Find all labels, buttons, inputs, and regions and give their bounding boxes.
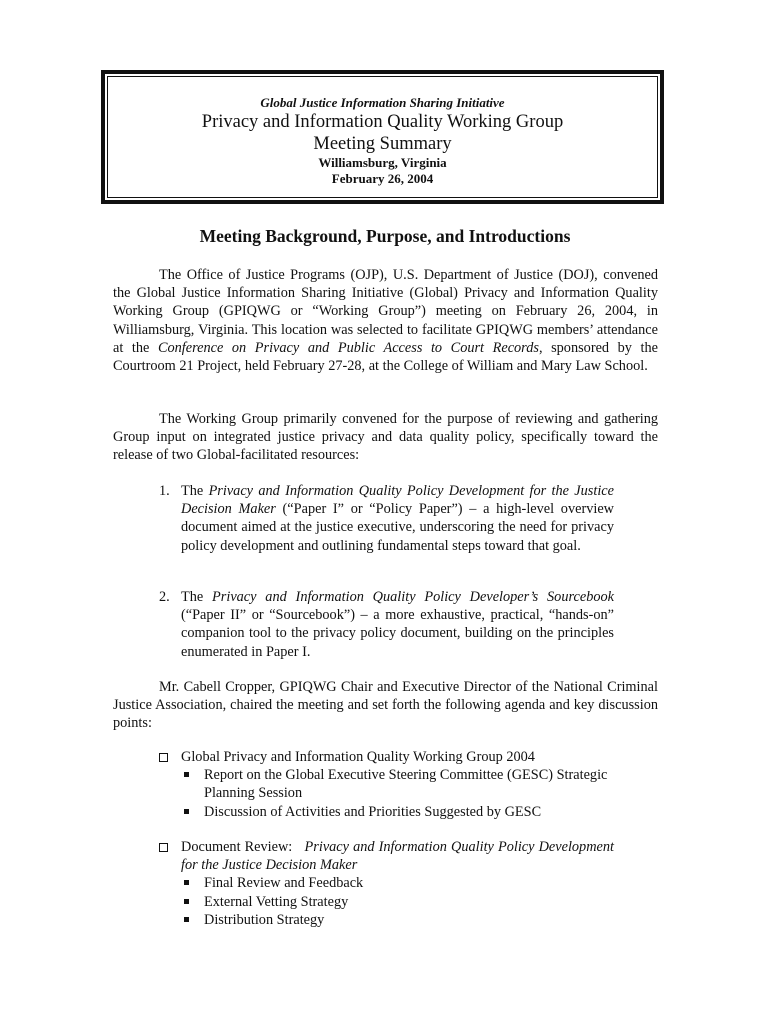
checkbox-bullet-icon <box>159 843 168 852</box>
agenda-item-heading <box>159 748 614 766</box>
resource-list-item <box>159 482 614 555</box>
agenda-subitem <box>159 874 614 892</box>
agenda-subitem <box>159 911 614 929</box>
meeting-date: February 26, 2004 <box>331 171 434 186</box>
paragraph-agenda-intro-text: Mr. Cabell Cropper, GPIQWG Chair and Executive Director of the National Criminal Justice Association, chaired the meeting and set forth the following agenda and key discussion points: <box>113 679 658 732</box>
agenda-item <box>159 838 614 929</box>
agenda-subitem-text: Report on the Global Executive Steering Committee (GESC) Strategic Planning Session <box>204 767 608 802</box>
square-bullet-icon <box>184 809 189 814</box>
resource-item-2 <box>159 588 614 661</box>
paragraph-agenda-intro <box>113 678 658 733</box>
paragraph-background <box>113 266 658 375</box>
checkbox-bullet-icon <box>159 753 168 762</box>
agenda-subitem-text: Discussion of Activities and Priorities Suggested by GESC <box>204 803 542 820</box>
header-box <box>101 70 664 204</box>
resource-title: Privacy and Information Quality Policy Developer’s Sourcebook <box>212 589 614 605</box>
agenda-item-document-title: Privacy and Information Quality Policy Development for the Justice Decision Maker <box>181 839 615 874</box>
agenda-item-heading <box>159 838 614 874</box>
resource-title: Privacy and Information Quality Policy Development for the Justice Decision Maker <box>181 483 615 518</box>
header-inner-frame <box>107 76 658 198</box>
square-bullet-icon <box>184 899 189 904</box>
resource-item-1 <box>159 482 614 555</box>
square-bullet-icon <box>184 880 189 885</box>
resource-list-item <box>159 588 614 661</box>
resource-description: (“Paper I” or “Policy Paper”) – a high-level overview document aimed at the justice executive, underscoring the need for privacy policy development and outlining fundamental steps toward that goal. <box>181 501 614 554</box>
section-heading: Meeting Background, Purpose, and Introductions <box>199 226 571 246</box>
meeting-location: Williamsburg, Virginia <box>318 155 447 170</box>
paragraph-purpose-text: The Working Group primarily convened for the purpose of reviewing and gathering Group input on integrated justice privacy and data quality policy, specifically toward the release of two Global-facilitated resources: <box>113 411 658 464</box>
agenda-subitem <box>159 803 614 821</box>
agenda-item <box>159 748 614 821</box>
agenda-subitem <box>159 766 614 802</box>
paragraph-background-text-b: , sponsored by the Courtroom 21 Project, held February 27-28, at the College of William and Mary Law School. <box>113 339 658 375</box>
document-type-title: Meeting Summary <box>313 134 452 154</box>
square-bullet-icon <box>184 917 189 922</box>
agenda-subitem <box>159 893 614 911</box>
square-bullet-icon <box>184 772 189 777</box>
agenda-item-title: Global Privacy and Information Quality Working Group 2004 <box>181 749 535 765</box>
paragraph-purpose <box>113 410 658 465</box>
agenda-subitem-text: External Vetting Strategy <box>204 893 349 910</box>
working-group-title: Privacy and Information Quality Working Group <box>201 112 564 132</box>
agenda-item-title: Document Review: <box>181 839 305 855</box>
paragraph-background-text-a: The Office of Justice Programs (OJP), U.S. Department of Justice (DOJ), convened the Global Justice Information Sharing Initiative (Global) Privacy and Information Quality Working Group (GPIQWG or “Working Group”) meeting on February 26, 2004, in Williamsburg, Virginia. This location was selected to facilitate GPIQWG members’ attendance at the <box>113 267 658 356</box>
resource-number: 1. <box>159 483 170 499</box>
resource-number: 2. <box>159 589 170 605</box>
agenda-subitem-text: Distribution Strategy <box>204 911 325 928</box>
initiative-name: Global Justice Information Sharing Initiative <box>260 95 505 110</box>
resource-prefix: The <box>181 589 213 605</box>
resource-prefix: The <box>181 483 209 499</box>
resource-description: (“Paper II” or “Sourcebook”) – a more exhaustive, practical, “hands-on” companion tool to the privacy policy document, building on the principles enumerated in Paper I. <box>181 607 614 660</box>
agenda-subitem-text: Final Review and Feedback <box>204 875 364 892</box>
conference-title: Conference on Privacy and Public Access to Court Records <box>157 339 539 356</box>
